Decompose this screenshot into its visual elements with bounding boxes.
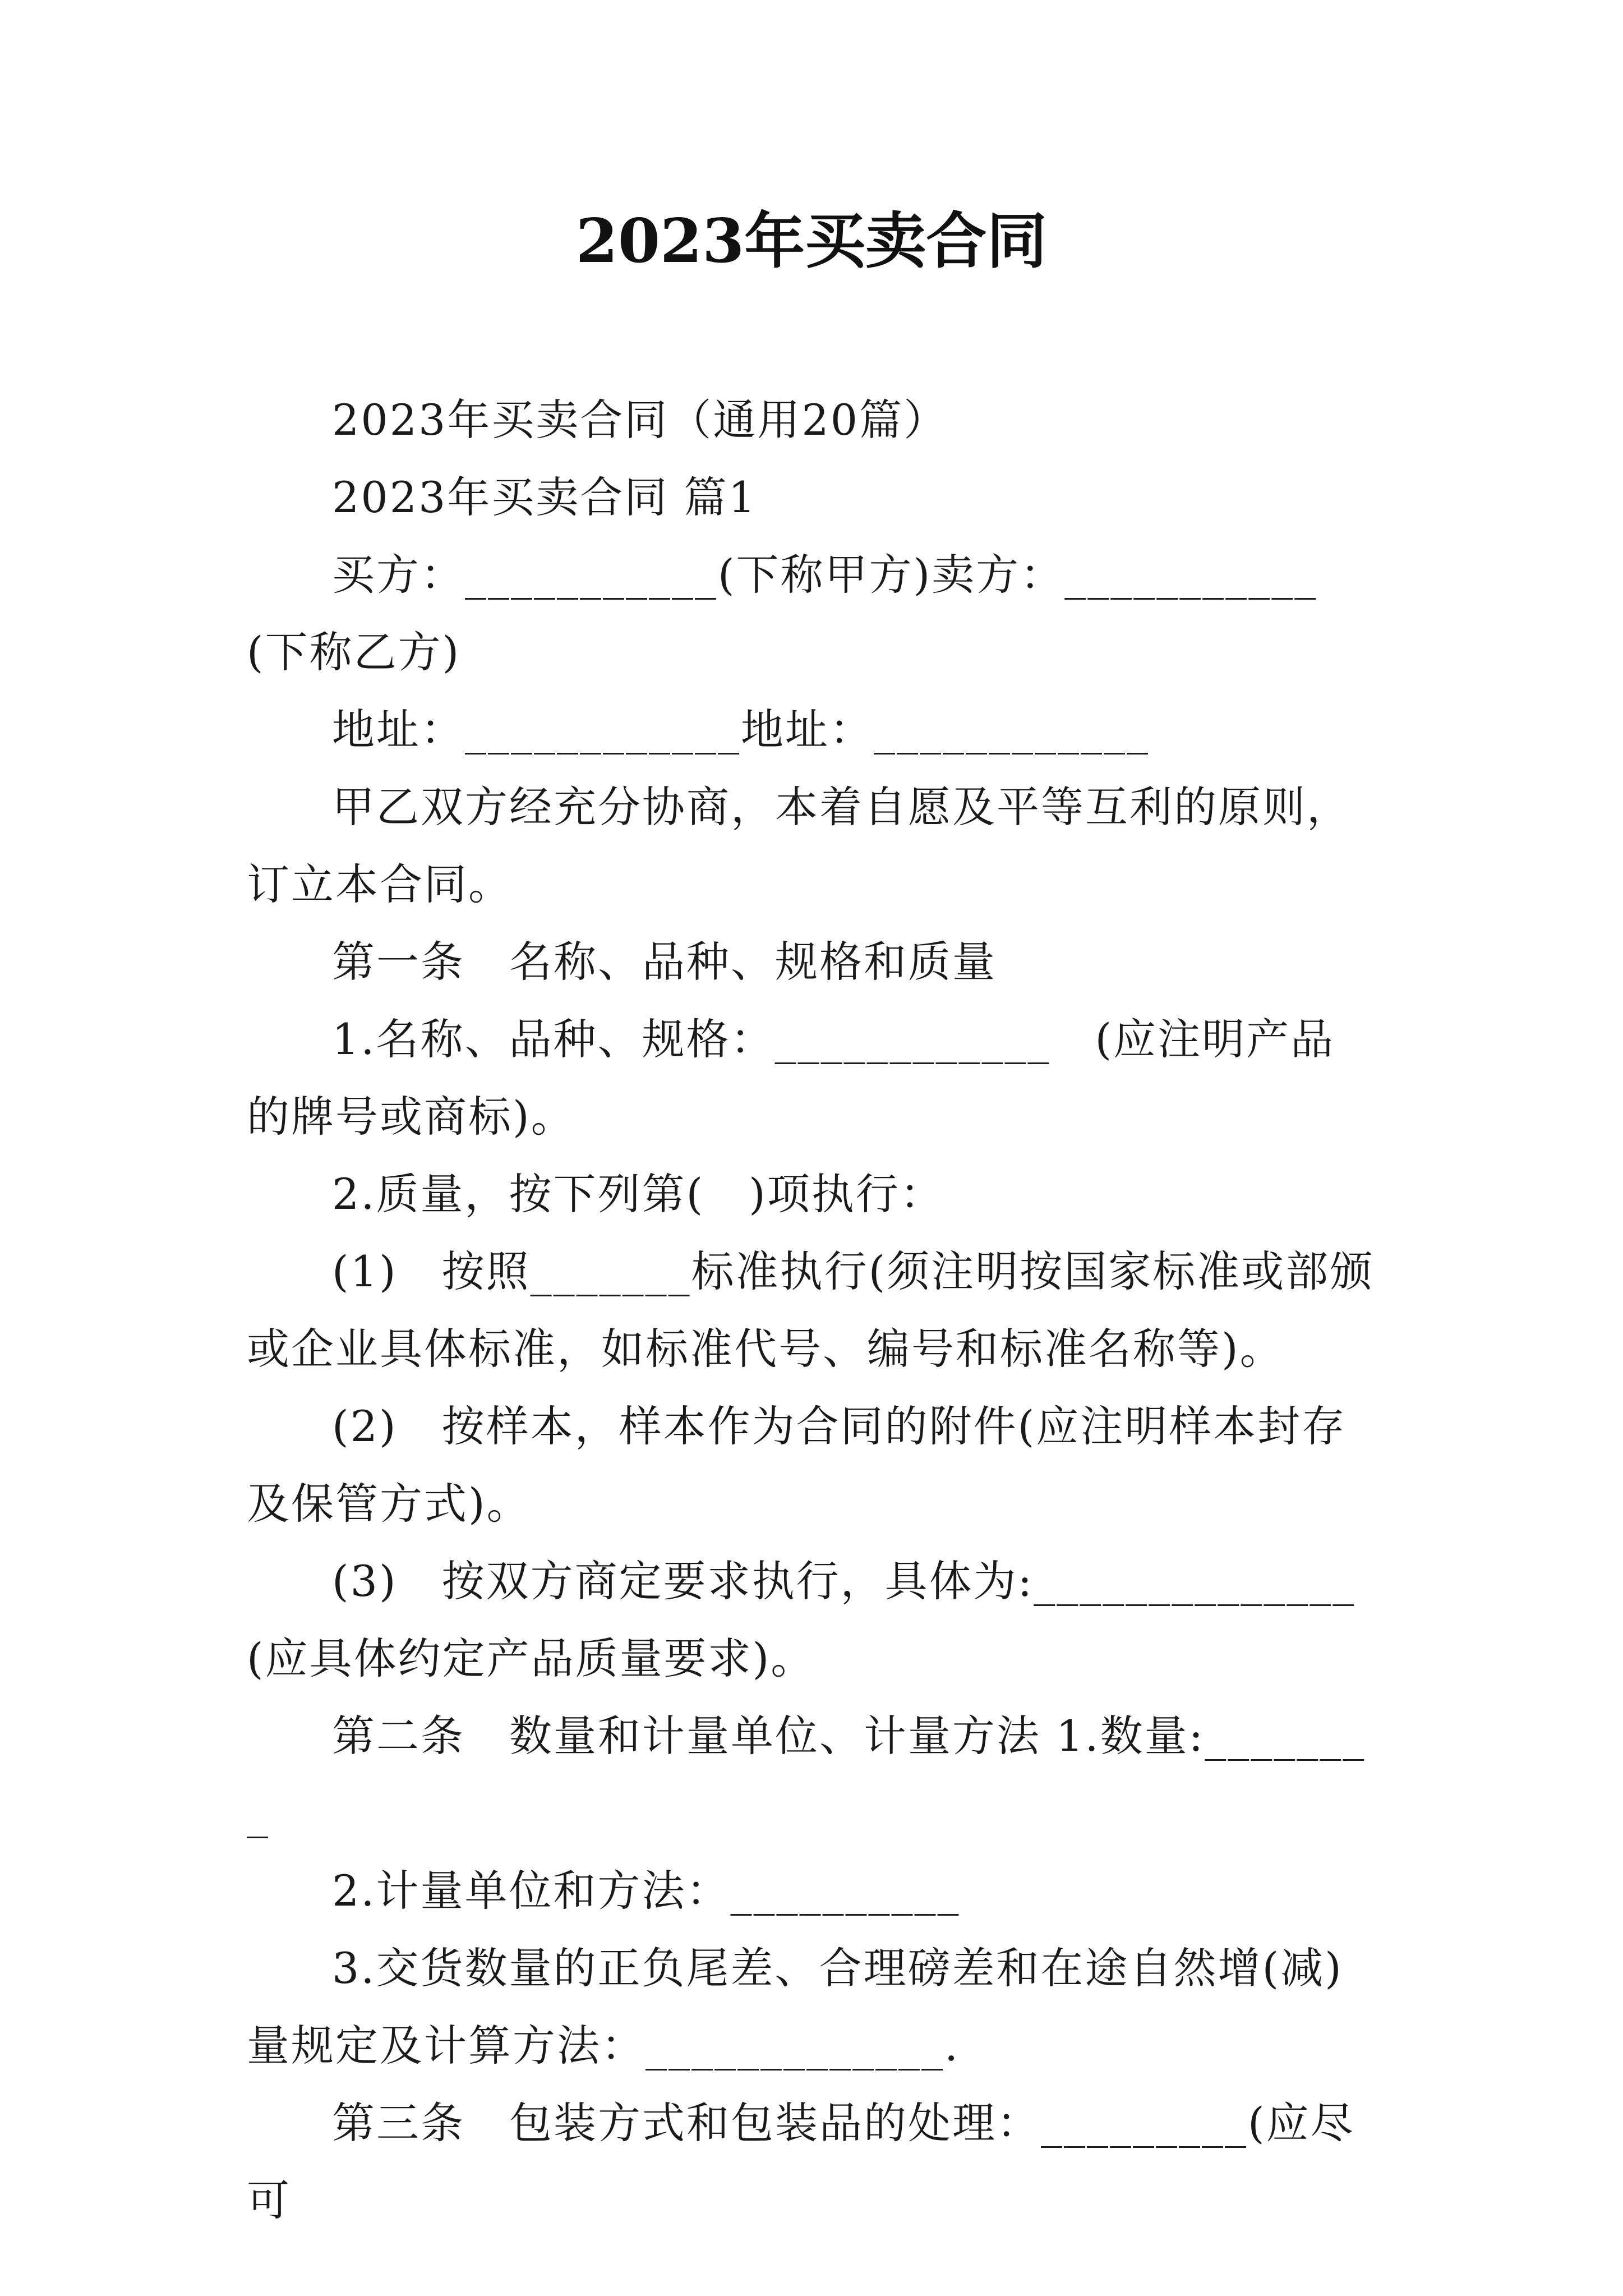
paragraph-article-2: 第二条 数量和计量单位、计量方法 1.数量:________	[247, 1711, 1366, 1838]
document-body	[247, 381, 1377, 2239]
paragraph-quality-option-1: (1) 按照_______标准执行(须注明按国家标准或部颁或企业具体标准，如标准代号、编号和标准名称等)。	[247, 1246, 1375, 1374]
paragraph-subtitle: 2023年买卖合同（通用20篇）	[332, 395, 948, 445]
paragraph-article-2-item-2: 2.计量单位和方法：__________	[332, 1866, 961, 1916]
paragraph-quality-option-3: (3) 按双方商定要求执行，具体为:______________(应具体约定产品质量要求)。	[247, 1556, 1356, 1683]
document-title: 2023年买卖合同	[575, 206, 1048, 277]
paragraph-article-1: 第一条 名称、品种、规格和质量	[332, 937, 997, 987]
paragraph-section-heading: 2023年买卖合同 篇1	[332, 472, 757, 522]
paragraph-quality-option-2: (2) 按样本，样本作为合同的附件(应注明样本封存及保管方式)。	[247, 1401, 1347, 1529]
paragraph-article-3: 第三条 包装方式和包装品的处理：_________(应尽可	[247, 2098, 1355, 2225]
paragraph-preamble: 甲乙双方经充分协商，本着自愿及平等互利的原则，订立本合同。	[247, 782, 1351, 909]
paragraph-addresses: 地址：____________地址：____________	[332, 705, 1150, 754]
paragraph-article-2-item-3: 3.交货数量的正负尾差、合理磅差和在途自然增(减)量规定及计算方法：_____________.	[247, 1943, 1343, 2070]
paragraph-article-1-item-2: 2.质量，按下列第( )项执行：	[332, 1169, 944, 1219]
paragraph-article-1-item-1: 1.名称、品种、规格：____________ (应注明产品的牌号或商标)。	[247, 1014, 1335, 1142]
paragraph-parties: 买方：___________(下称甲方)卖方：___________(下称乙方)	[247, 550, 1318, 677]
